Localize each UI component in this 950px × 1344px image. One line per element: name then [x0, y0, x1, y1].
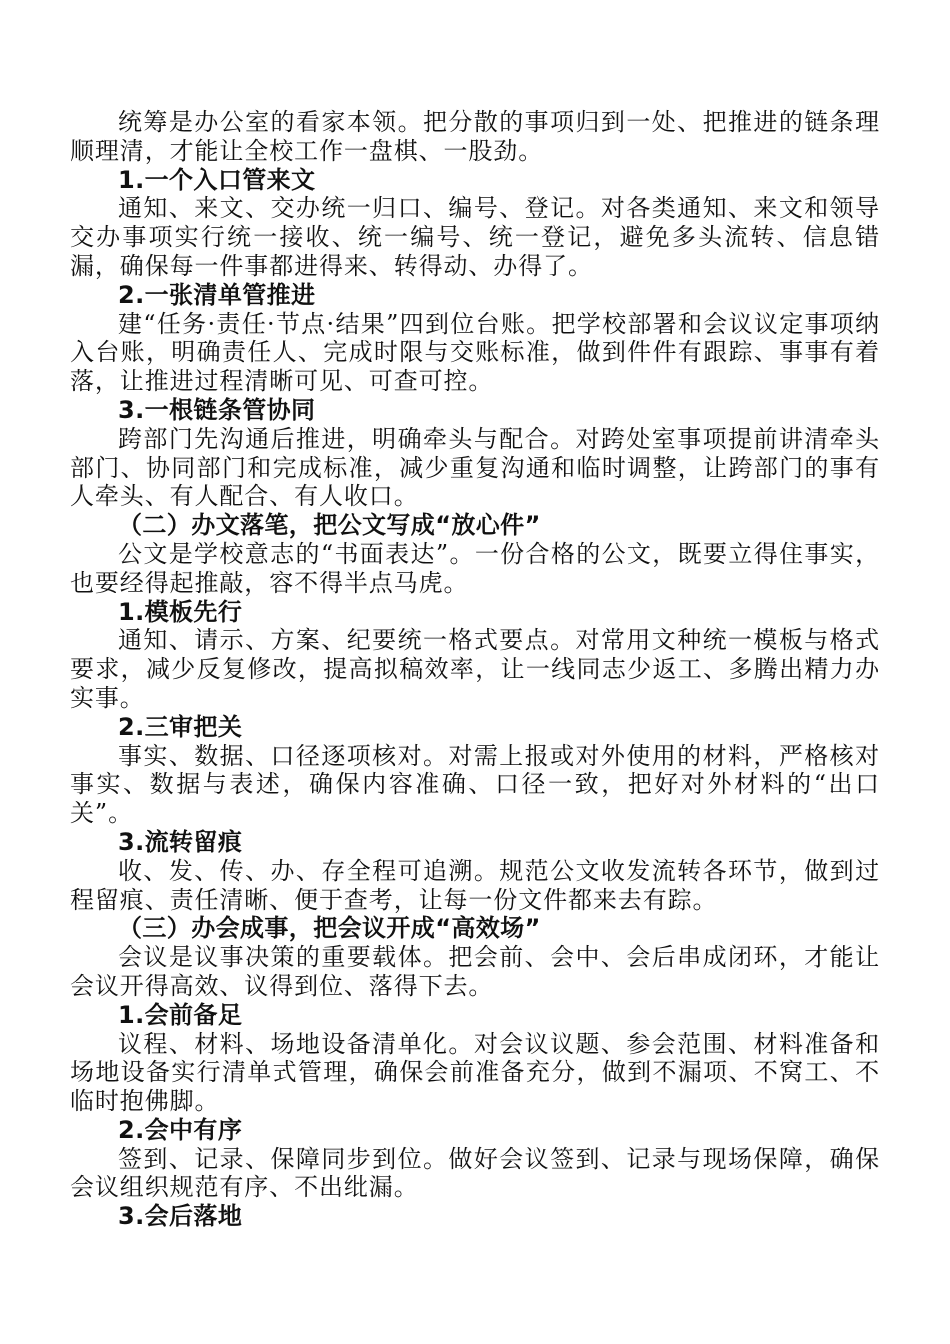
- body-paragraph: 通知、请示、方案、纪要统一格式要点。对常用文种统一模板与格式要求，减少反复修改，提高拟稿效率，让一线同志少返工、多腾出精力办实事。: [70, 626, 880, 712]
- subsection-title: 1.模板先行: [118, 597, 243, 626]
- body-paragraph: 议程、材料、场地设备清单化。对会议议题、参会范围、材料准备和场地设备实行清单式管理，确保会前准备充分，做到不漏项、不窝工、不临时抱佛脚。: [70, 1029, 880, 1116]
- subsection-title: 3.流转留痕: [118, 827, 243, 856]
- section-intro-paragraph: 公文是学校意志的“书面表达”。一份合格的公文，既要立得住事实，也要经得起推敲，容不得半点马虎。: [70, 539, 880, 597]
- subsection-title: 1.一个入口管来文: [118, 165, 316, 194]
- body-paragraph: 通知、来文、交办统一归口、编号、登记。对各类通知、来文和领导交办事项实行统一接收、统一编号、统一登记，避免多头流转、信息错漏，确保每一件事都进得来、转得动、办得了。: [70, 194, 880, 280]
- body-paragraph: 建“任务·责任·节点·结果”四到位台账。把学校部署和会议议定事项纳入台账，明确责任人、完成时限与交账标准，做到件件有跟踪、事事有着落，让推进过程清晰可见、可查可控。: [70, 309, 880, 396]
- subsection-title: 1.会前备足: [118, 1000, 243, 1029]
- subsection-title: 2.一张清单管推进: [118, 280, 316, 309]
- subsection-title: 2.会中有序: [118, 1115, 243, 1144]
- body-paragraph: 收、发、传、办、存全程可追溯。规范公文收发流转各环节，做到过程留痕、责任清晰、便于查考，让每一份文件都来去有踪。: [70, 856, 880, 914]
- subsection-title: 3.会后落地: [118, 1202, 243, 1231]
- body-paragraph: 跨部门先沟通后推进，明确牵头与配合。对跨处室事项提前讲清牵头部门、协同部门和完成标准，减少重复沟通和临时调整，让跨部门的事有人牵头、有人配合、有人收口。: [70, 424, 880, 511]
- document-body: [70, 108, 880, 1231]
- section-title: （三）办会成事，把会议开成“高效场”: [118, 914, 541, 943]
- body-paragraph: 签到、记录、保障同步到位。做好会议签到、记录与现场保障，确保会议组织规范有序、不出纰漏。: [70, 1144, 880, 1202]
- subsection-title: 2.三审把关: [118, 712, 243, 741]
- section-intro-paragraph: 会议是议事决策的重要载体。把会前、会中、会后串成闭环，才能让会议开得高效、议得到位、落得下去。: [70, 943, 880, 1000]
- intro-paragraph: 统筹是办公室的看家本领。把分散的事项归到一处、把推进的链条理顺理清，才能让全校工作一盘棋、一股劲。: [70, 108, 880, 165]
- body-paragraph: 事实、数据、口径逐项核对。对需上报或对外使用的材料，严格核对事实、数据与表述，确保内容准确、口径一致，把好对外材料的“出口关”。: [70, 741, 880, 828]
- section-title: （二）办文落笔，把公文写成“放心件”: [118, 511, 541, 540]
- subsection-title: 3.一根链条管协同: [118, 395, 316, 424]
